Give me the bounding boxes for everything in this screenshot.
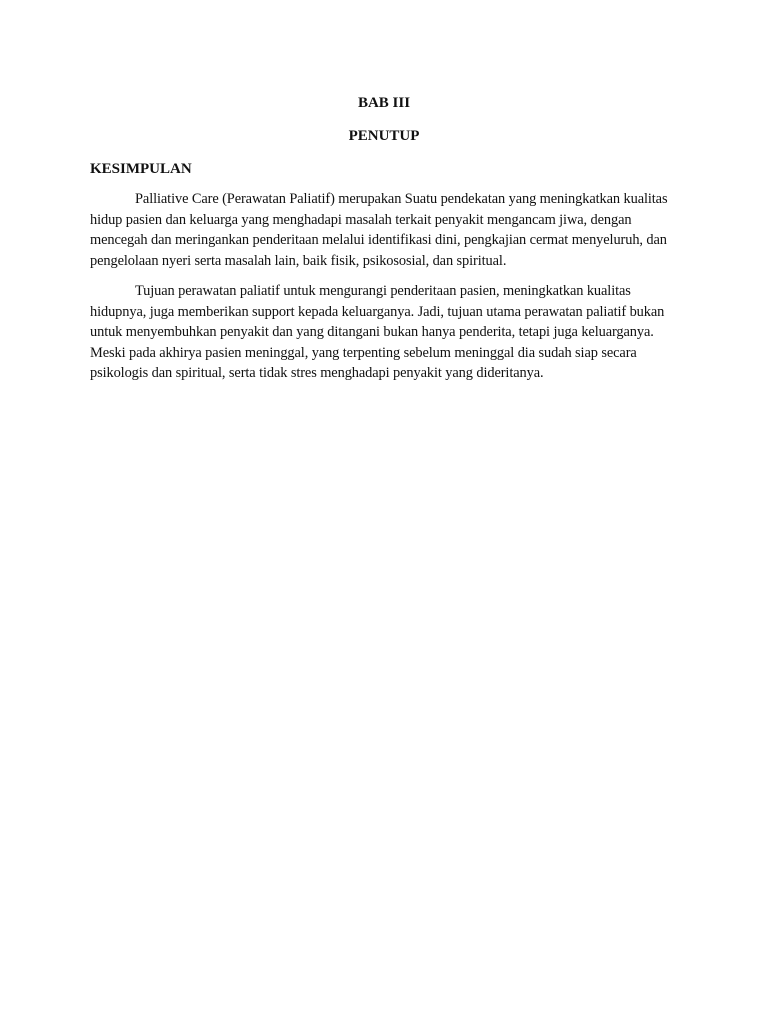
chapter-label: BAB III	[357, 95, 411, 111]
document-body	[90, 93, 678, 384]
paragraph-2: Tujuan perawatan paliatif untuk mengurangi penderitaan pasien, meningkatkan kualitas hidupnya, juga memberikan support kepada keluarganya. Jadi, tujuan utama perawatan paliatif bukan untuk menyembuhkan penyakit dan yang ditangani bukan hanya penderita, tetapi juga keluarganya. Meski pada akhirya pasien meninggal, yang terpenting sebelum meninggal dia sudah siap secara psikologis dan spiritual, serta tidak stres menghadapi penyakit yang dideritanya.	[90, 283, 665, 381]
paragraph-1: Palliative Care (Perawatan Paliatif) merupakan Suatu pendekatan yang meningkatkan kualitas hidup pasien dan keluarga yang menghadapi masalah terkait penyakit mengancam jiwa, dengan mencegah dan meringankan penderitaan melalui identifikasi dini, pengkajian cermat menyeluruh, dan pengelolaan nyeri serta masalah lain, baik fisik, psikososial, dan spiritual.	[90, 191, 668, 269]
chapter-title: PENUTUP	[348, 128, 420, 144]
section-heading: KESIMPULAN	[90, 161, 192, 177]
